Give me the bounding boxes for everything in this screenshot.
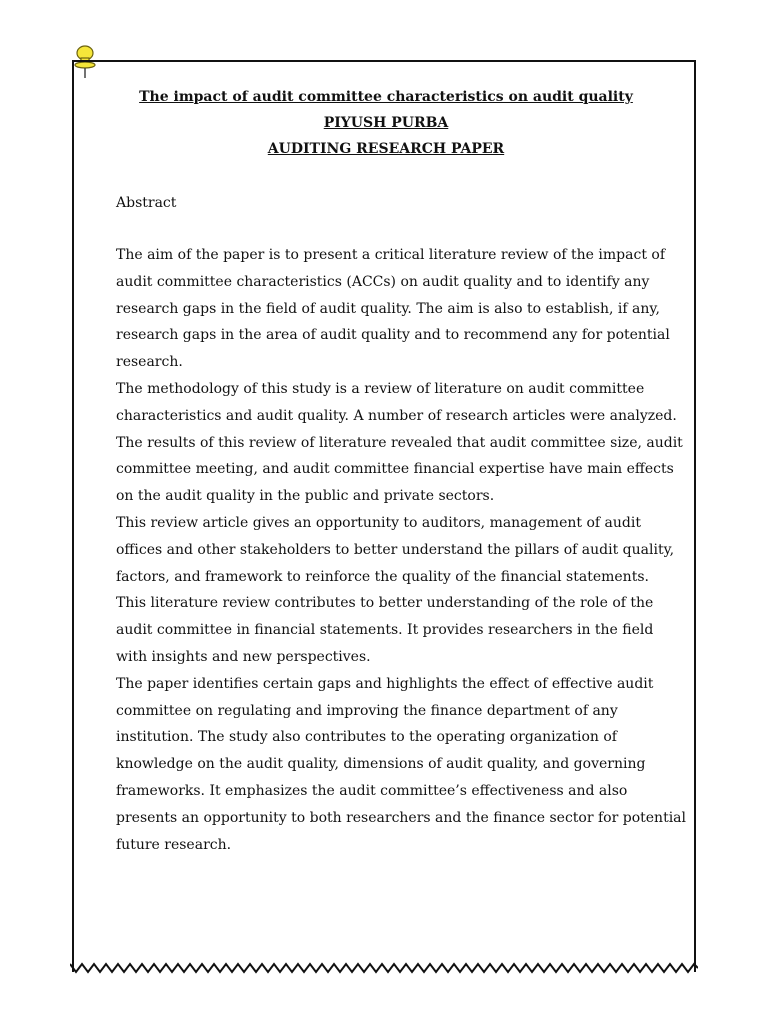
- abstract-line: factors, and framework to reinforce the quality of the financial statements.: [116, 568, 649, 585]
- abstract-line: with insights and new perspectives.: [116, 648, 371, 665]
- abstract-line: institution. The study also contributes to the operating organization of: [116, 729, 617, 746]
- paper-type: AUDITING RESEARCH PAPER: [267, 141, 505, 157]
- abstract-line: offices and other stakeholders to better understand the pillars of audit quality,: [116, 541, 675, 558]
- abstract-line: audit committee in financial statements. It provides researchers in the field: [116, 622, 654, 639]
- abstract-line: characteristics and audit quality. A number of research articles were analyzed.: [116, 407, 677, 424]
- abstract-line: committee meeting, and audit committee financial expertise have main effects: [116, 461, 674, 478]
- abstract-body: [116, 242, 686, 858]
- abstract-line: presents an opportunity to both researchers and the finance sector for potential: [116, 809, 686, 826]
- abstract-line: frameworks. It emphasizes the audit committee’s effectiveness and also: [116, 782, 628, 799]
- abstract-line: The paper identifies certain gaps and highlights the effect of effective audit: [116, 675, 654, 692]
- document-content: [116, 84, 686, 858]
- paper-title: The impact of audit committee characteristics on audit quality: [139, 89, 633, 105]
- abstract-line: The aim of the paper is to present a critical literature review of the impact of: [116, 247, 666, 263]
- abstract-line: research gaps in the area of audit quality and to recommend any for potential: [116, 327, 670, 344]
- abstract-line: audit committee characteristics (ACCs) on audit quality and to identify any: [116, 273, 650, 290]
- abstract-line: The results of this review of literature revealed that audit committee size, audit: [116, 434, 683, 451]
- abstract-line: This review article gives an opportunity to auditors, management of audit: [116, 514, 641, 531]
- abstract-line: on the audit quality in the public and private sectors.: [116, 488, 495, 505]
- abstract-line: committee on regulating and improving the finance department of any: [116, 702, 618, 719]
- abstract-line: This literature review contributes to better understanding of the role of the: [116, 595, 654, 612]
- abstract-line: The methodology of this study is a review of literature on audit committee: [116, 380, 645, 397]
- author-name: PIYUSH PURBA: [323, 115, 449, 131]
- abstract-line: research.: [116, 354, 183, 371]
- abstract-line: knowledge on the audit quality, dimensions of audit quality, and governing: [116, 756, 646, 773]
- torn-edge-border: [70, 960, 698, 976]
- abstract-line: future research.: [116, 836, 232, 853]
- abstract-line: research gaps in the field of audit quality. The aim is also to establish, if any,: [116, 300, 660, 317]
- abstract-heading: Abstract: [116, 195, 177, 211]
